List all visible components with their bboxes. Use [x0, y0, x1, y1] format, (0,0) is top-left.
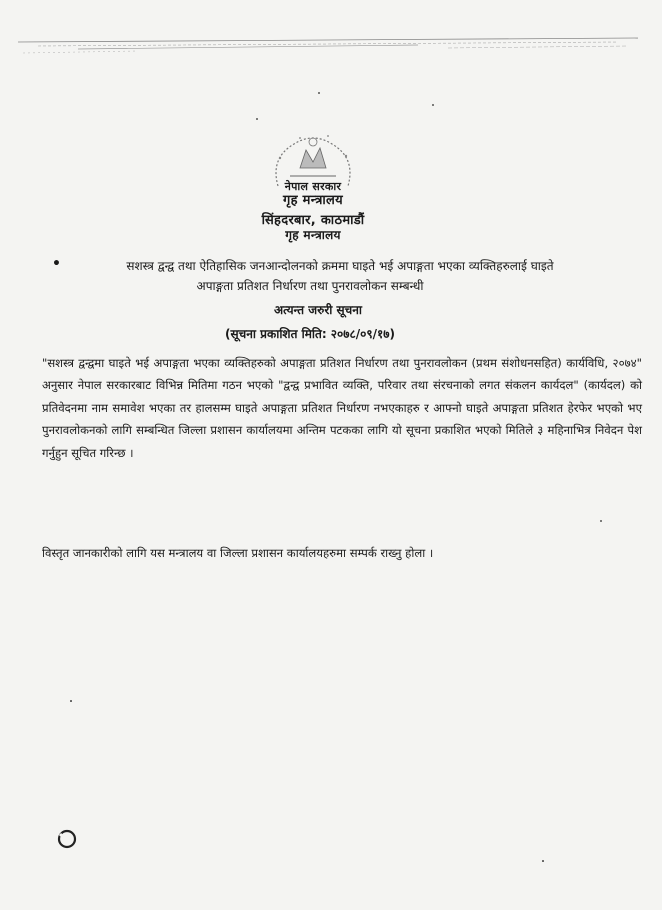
notice-title-line-3: अत्यन्त जरुरी सूचना	[273, 303, 363, 317]
seal-text-location: सिंहदरबार, काठमाडौं	[261, 213, 365, 228]
bullet-icon: •	[52, 256, 61, 272]
scan-speck	[432, 104, 434, 106]
scan-speck	[256, 118, 258, 120]
scan-speck	[600, 520, 602, 522]
scan-speck	[70, 700, 72, 702]
scan-edge-lines	[18, 36, 638, 58]
punch-hole-icon	[54, 826, 80, 852]
seal-text-country: नेपाल सरकार	[284, 180, 342, 193]
seal-text-ministry-sub: गृह मन्त्रालय	[285, 228, 341, 242]
scan-speck	[542, 860, 544, 862]
seal-text-ministry: गृह मन्त्रालय	[282, 193, 344, 208]
notice-footer: विस्तृत जानकारीको लागि यस मन्त्रालय वा जिल्ला प्रशासन कार्यालयहरुमा सम्पर्क राख्नु होला ।	[42, 546, 434, 560]
notice-date: (सूचना प्रकाशित मिति: २०७८/०९/१७)	[225, 327, 395, 341]
notice-body: "सशस्त्र द्वन्द्वमा घाइते भई अपाङ्गता भएका व्यक्तिहरुको अपाङ्गता प्रतिशत निर्धारण तथा पुनरावलोकन (प्रथम संशोधनसहित) कार्यविधि, २०७४" अनुसार नेपाल सरकारबाट विभिन्न मितिमा गठन भएको "द्वन्द्व प्रभावित व्यक्ति, परिवार तथा संरचनाको लगत संकलन कार्यदल" (कार्यदल) को प्रतिवेदनमा नाम समावेश भएका तर हालसम्म घाइते अपाङ्गता प्रतिशत निर्धारण नभएकाहरु र आफ्नो घाइते अपाङ्गता प्रतिशत हेरफेर भएको भए पुनरावलोकनको लागि सम्बन्धित जिल्ला प्रशासन कार्यालयमा अन्तिम पटकका लागि यो सूचना प्रकाशित भएको मितिले ३ महिनाभित्र निवेदन पेश गर्नुहुन सूचित गरिन्छ ।	[42, 356, 642, 460]
scan-speck	[318, 92, 320, 94]
notice-title-line-2: अपाङ्गता प्रतिशत निर्धारण तथा पुनरावलोकन सम्बन्धी	[196, 279, 424, 293]
government-seal	[238, 128, 388, 250]
notice-title-line-1: सशस्त्र द्वन्द्व तथा ऐतिहासिक जनआन्दोलनको क्रममा घाइते भई अपाङ्गता भएका व्यक्तिहरुलाई घाइते	[126, 259, 554, 273]
